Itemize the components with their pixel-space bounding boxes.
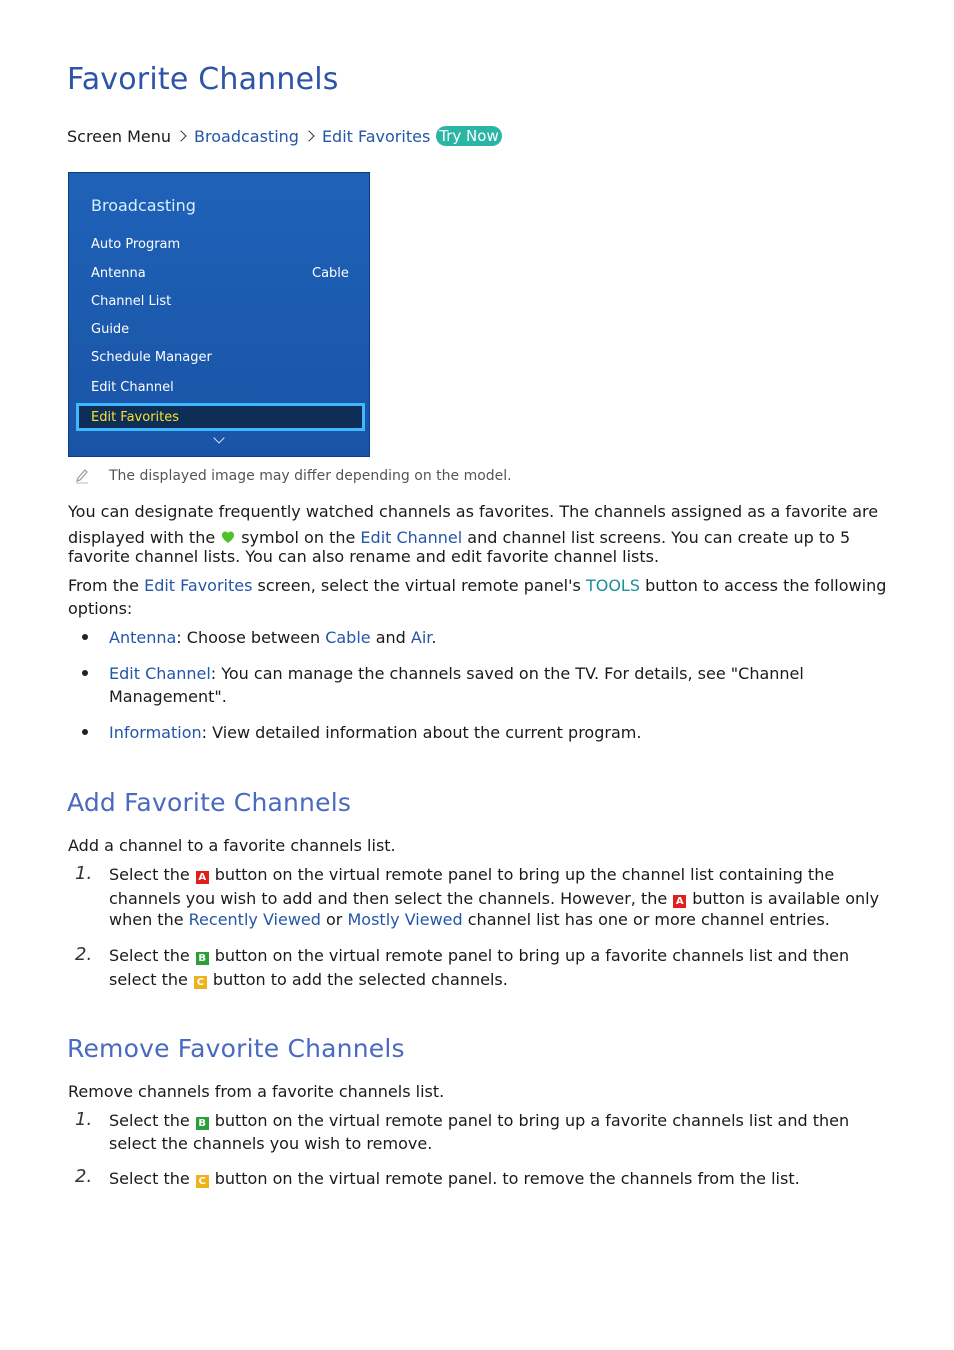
cable-link[interactable]: Cable <box>325 628 371 647</box>
tools-link[interactable]: TOOLS <box>585 576 640 595</box>
image-note <box>75 468 512 484</box>
yellow-c-button-icon: C <box>196 1175 209 1188</box>
remove-step2-line1: Select the C button on the virtual remote panel. to remove the channels from the list. <box>109 1169 800 1188</box>
chevron-right-icon <box>175 130 186 141</box>
breadcrumb-broadcasting[interactable]: Broadcasting <box>194 126 299 146</box>
recently-viewed-link[interactable]: Recently Viewed <box>188 910 321 929</box>
page-title: Favorite Channels <box>67 62 339 97</box>
red-a-button-icon: A <box>673 895 686 908</box>
mostly-viewed-link[interactable]: Mostly Viewed <box>347 910 463 929</box>
breadcrumb-root: Screen Menu <box>67 126 172 146</box>
option-edit-channel: Edit Channel: You can manage the channels saved on the TV. For details, see "Channel <box>109 664 804 683</box>
edit-channel-link[interactable]: Edit Channel <box>360 528 463 547</box>
red-a-button-icon: A <box>196 871 209 884</box>
favorite-heart-icon <box>221 530 235 544</box>
tv-menu-item-schedule-manager: Schedule Manager <box>91 350 212 365</box>
tv-menu-item-antenna: Antenna <box>91 266 146 281</box>
option-information: Information: View detailed information about the current program. <box>109 723 642 742</box>
breadcrumb-edit-favorites[interactable]: Edit Favorites <box>321 126 431 146</box>
breadcrumb <box>67 126 502 146</box>
tv-menu-item-guide: Guide <box>91 322 130 337</box>
chevron-down-icon <box>213 432 224 443</box>
intro-line-1: You can designate frequently watched channels as favorites. The channels assigned as a favorite are <box>68 502 879 521</box>
option-antenna: Antenna: Choose between Cable and Air. <box>109 628 437 647</box>
air-link[interactable]: Air <box>410 628 432 647</box>
remove-step1-line2: select the channels you wish to remove. <box>109 1134 433 1153</box>
step-number: 1. <box>75 863 93 884</box>
add-intro: Add a channel to a favorite channels list. <box>68 836 396 855</box>
green-b-button-icon: B <box>196 952 209 965</box>
remove-intro: Remove channels from a favorite channels list. <box>68 1082 445 1101</box>
edit-favorites-link[interactable]: Edit Favorites <box>144 576 253 595</box>
tv-menu-selected-item <box>76 403 365 431</box>
option-edit-channel-cont: Management". <box>109 687 227 706</box>
intro-line-4: From the Edit Favorites screen, select the virtual remote panel's TOOLS button to access the following <box>68 576 887 595</box>
tv-menu-item-auto-program: Auto Program <box>91 237 181 252</box>
step-number: 2. <box>75 944 93 965</box>
add-step1-line2: channels you wish to add and then select the channels. However, the A button is available only <box>109 889 880 908</box>
tv-menu-item-channel-list: Channel List <box>91 294 172 309</box>
information-link[interactable]: Information <box>109 723 202 742</box>
add-step2-line1: Select the B button on the virtual remote panel to bring up a favorite channels list and then <box>109 946 850 965</box>
tv-menu-screenshot <box>68 172 370 457</box>
add-step1-line1: Select the A button on the virtual remote panel to bring up the channel list containing the <box>109 865 835 884</box>
intro-line-5: options: <box>68 599 133 618</box>
bullet-icon <box>82 729 88 735</box>
try-now-button[interactable]: Try Now <box>436 126 501 146</box>
green-b-button-icon: B <box>196 1117 209 1130</box>
add-step2-line2: select the C button to add the selected channels. <box>109 970 508 989</box>
chevron-right-icon <box>303 130 314 141</box>
tv-menu-item-edit-channel: Edit Channel <box>91 380 174 395</box>
intro-line-2: displayed with the symbol on the Edit Channel and channel list screens. You can create up to 5 <box>68 528 851 547</box>
step-number: 1. <box>75 1109 93 1130</box>
remove-step1-line1: Select the B button on the virtual remote panel to bring up a favorite channels list and then <box>109 1111 850 1130</box>
tv-menu-title: Broadcasting <box>91 196 196 215</box>
step-number: 2. <box>75 1166 93 1187</box>
antenna-link[interactable]: Antenna <box>109 628 177 647</box>
tv-menu-item-edit-favorites: Edit Favorites <box>91 410 180 425</box>
pencil-icon <box>75 468 89 484</box>
bullet-icon <box>82 634 88 640</box>
intro-line-3: favorite channel lists. You can also rename and edit favorite channel lists. <box>68 547 660 566</box>
edit-channel-option-link[interactable]: Edit Channel <box>109 664 211 683</box>
bullet-icon <box>82 670 88 676</box>
note-text: The displayed image may differ depending on the model. <box>109 468 512 484</box>
yellow-c-button-icon: C <box>194 976 207 989</box>
tv-menu-antenna-value: Cable <box>312 266 349 281</box>
remove-section-heading: Remove Favorite Channels <box>67 1034 405 1063</box>
add-step1-line3: when the Recently Viewed or Mostly Viewed channel list has one or more channel entries. <box>109 910 830 929</box>
add-section-heading: Add Favorite Channels <box>67 788 352 817</box>
